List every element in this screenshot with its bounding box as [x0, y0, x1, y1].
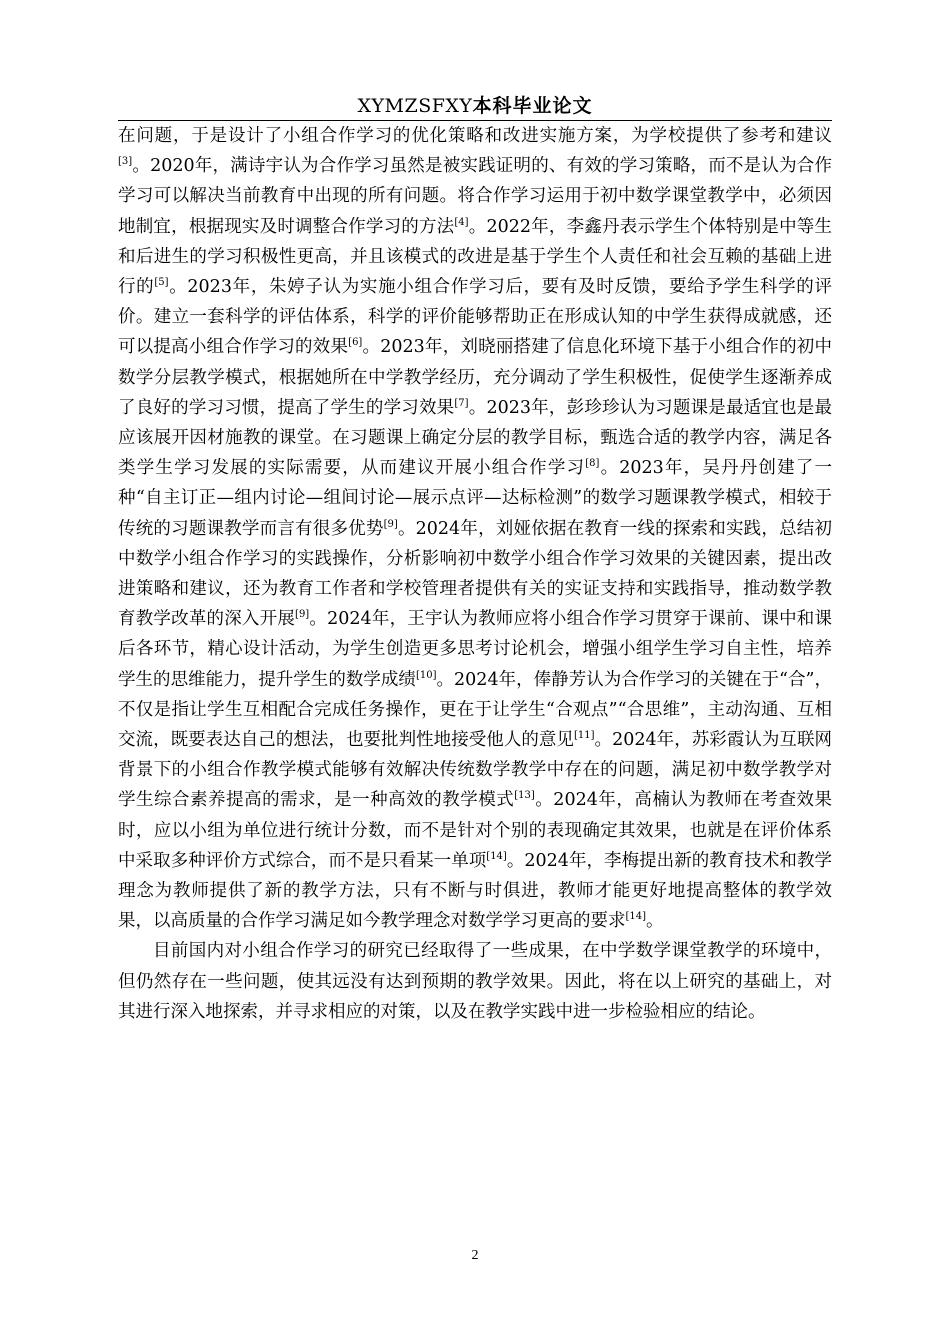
page-header [118, 91, 832, 119]
citation-marker: [11] [573, 730, 595, 742]
citation-marker: [7] [454, 398, 469, 409]
header-title-latin: XYMZSFXY [357, 95, 473, 117]
citation-marker: [13] [514, 790, 535, 802]
paragraph-1: 在问题，于是设计了小组合作学习的优化策略和改进实施方案，为学校提供了参考和建议[3]。2020年，满诗宇认为合作学习虽然是被实践证明的、有效的学习策略，而不是认为合作学习可以解决当前教育中出现的所有问题。将合作学习运用于初中数学课堂教学中，必须因地制宜，根据现实及时调整合作学习的方法[4]。2022年，李鑫丹表示学生个体特别是中等生和后进生的学习积极性更高，并且该模式的改进是基于学生个人责任和社会互赖的基础上进行的[5]。2023年，朱婷子认为实施小组合作学习后，要有及时反馈，要给予学生科学的评价。建立一套科学的评估体系，科学的评价能够帮助正在形成认知的中学生获得成就感，还可以提高小组合作学习的效果[6]。2023年，刘晓丽搭建了信息化环境下基于小组合作的初中数学分层教学模式，根据她所在中学教学经历，充分调动了学生积极性，促使学生逐渐养成了良好的学习习惯，提高了学生的学习效果[7]。2023年，彭珍珍认为习题课是最适宜也是最应该展开因材施教的课堂。在习题课上确定分层的教学目标，甄选合适的教学内容，满足各类学生学习发展的实际需要，从而建议开展小组合作学习[8]。2023年，吴丹丹创建了一种“自主订正—组内讨论—组间讨论—展示点评—达标检测”的数学习题课教学模式，相较于传统的习题课教学而言有很多优势[9]。2024年，刘娅依据在教育一线的探索和实践，总结初中数学小组合作学习的实践操作，分析影响初中数学小组合作学习效果的关键因素，提出改进策略和建议，还为教育工作者和学校管理者提供有关的实证支持和实践指导，推动数学教育教学改革的深入开展[9]。2024年，王宇认为教师应将小组合作学习贯穿于课前、课中和课后各环节，精心设计活动，为学生创造更多思考讨论机会，增强小组学生学习自主性，培养学生的思维能力，提升学生的数学成绩[10]。2024年，俸静芳认为合作学习的关键在于“合”，不仅是指让学生互相配合完成任务操作，更在于让学生“合观点”“合思维”，主动沟通、互相交流，既要表达自己的想法，也要批判性地接受他人的意见[11]。2024年，苏彩霞认为互联网背景下的小组合作教学模式能够有效解决传统数学教学中存在的问题，满足初中数学教学对学生综合素养提高的需求，是一种高效的教学模式[13]。2024年，高楠认为教师在考查效果时，应以小组为单位进行统计分数，而不是针对个别的表现确定其效果，也就是在评价体系中采取多种评价方式综合，而不是只看某一单项[14]。2024年，李梅提出新的教育技术和教学理念为教师提供了新的教学方法，只有不断与时俱进，教师才能更好地提高整体的教学效果，以高质量的合作学习满足如今教学理念对数学学习更高的要求[14]。 [118, 126, 833, 932]
citation-marker: [4] [454, 216, 469, 228]
citation-marker: [5] [154, 277, 169, 289]
body-text [118, 121, 832, 1027]
header-title-cn: 本科毕业论文 [472, 95, 593, 117]
citation-marker: [14] [486, 851, 507, 863]
citation-marker: [6] [348, 337, 363, 349]
citation-marker: [14] [625, 911, 647, 923]
citation-marker: [9] [295, 609, 310, 621]
citation-marker: [8] [585, 458, 600, 470]
citation-marker: [10] [415, 669, 437, 681]
citation-marker: [3] [118, 156, 133, 168]
paragraph-2: 目前国内对小组合作学习的研究已经取得了一些成果，在中学数学课堂教学的环境中，但仍然存在一些问题，使其远没有达到预期的教学效果。因此，将在以上研究的基础上，对其进行深入地探索，并寻求相应的对策，以及在教学实践中进一步检验相应的结论。 [118, 941, 832, 1022]
page-number: 2 [471, 1248, 479, 1263]
citation-marker: [9] [383, 518, 398, 530]
